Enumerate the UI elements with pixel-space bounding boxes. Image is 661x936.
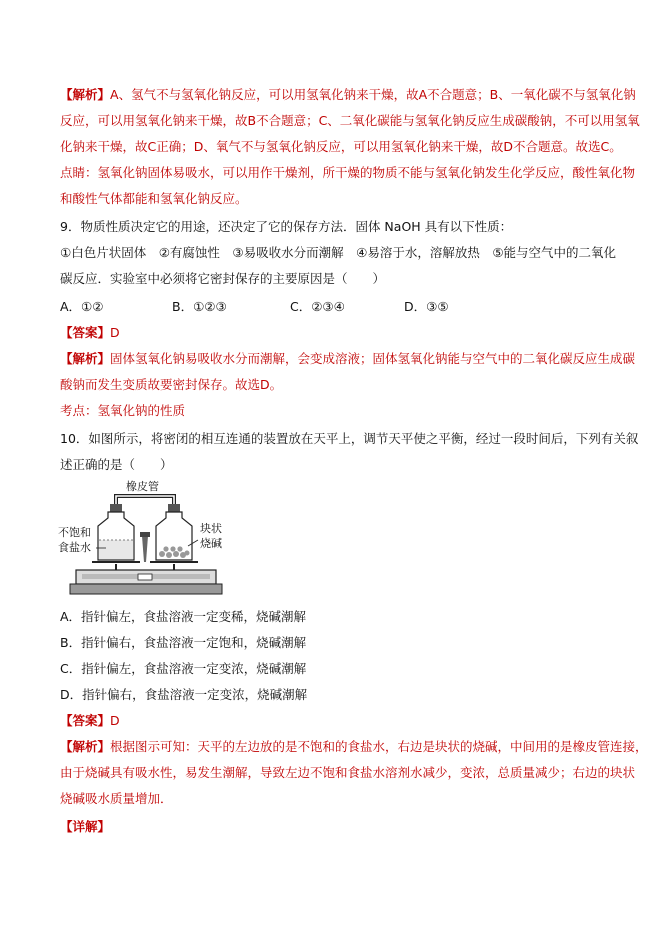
q9-properties-line-2: 碳反应．实验室中必须将它密封保存的主要原因是（ ） xyxy=(60,271,386,286)
left-bottle-liquid xyxy=(99,540,133,559)
q9-answer xyxy=(60,324,620,341)
q9-analysis-text-1: 固体氢氧化钠易吸收水分而潮解，会变成溶液；固体氢氧化钠能与空气中的二氧化碳反应生成碳 xyxy=(110,351,636,366)
q10-analysis-text-1: 根据图示可知：天平的左边放的是不饱和的食盐水，右边是块状的烧碱，中间用的是橡皮管连接， xyxy=(110,739,648,754)
right-label-line-2: 烧碱 xyxy=(200,537,222,550)
left-label-line-1: 不饱和 xyxy=(58,526,91,539)
q10-analysis-line-3: 烧碱吸水质量增加． xyxy=(60,791,173,806)
q10-answer-value: D xyxy=(110,713,120,728)
q9-answer-tag: 【答案】 xyxy=(60,325,111,340)
q10-answer-tag: 【答案】 xyxy=(60,713,111,728)
right-bottle-stopper xyxy=(168,504,180,512)
q9-stem: 9．物质性质决定它的用途，还决定了它的保存方法．固体 NaOH 具有以下性质： xyxy=(60,219,513,234)
q10-stem-line-2: 述正确的是（ ） xyxy=(60,457,173,472)
q10-analysis-line-1 xyxy=(60,738,648,755)
q9-properties-line-1: ①白色片状固体 ②有腐蚀性 ③易吸收水分而潮解 ④易溶于水，溶解放热 ⑤能与空气中的二氧化 xyxy=(60,245,617,260)
q10-answer xyxy=(60,712,620,729)
q8-note-line-1: 点睛：氢氧化钠固体易吸水，可以用作干燥剂，所干燥的物质不能与氢氧化钠发生化学反应，酸性氧化物 xyxy=(60,165,636,180)
right-label-line-1: 块状 xyxy=(200,522,222,535)
q8-note-line-2: 和酸性气体都能和氢氧化钠反应。 xyxy=(60,191,248,206)
q8-analysis-line-1 xyxy=(60,86,636,103)
q8-analysis-text-1: A、氢气不与氢氧化钠反应，可以用氢氧化钠来干燥，故A不合题意；B、一氧化碳不与氢氧化钠 xyxy=(110,87,636,102)
tube-label: 橡皮管 xyxy=(126,480,159,493)
q9-option-a: A．①② xyxy=(60,299,104,314)
left-bottle-stopper xyxy=(110,504,122,512)
q10-detail-tag: 【详解】 xyxy=(60,819,111,834)
q10-analysis-line-2: 由于烧碱具有吸水性，易发生潮解，导致左边不饱和食盐水溶剂水减少，变浓，总质量减少；右边的块状 xyxy=(60,765,636,780)
q10-option-c: C．指针偏左，食盐溶液一定变浓，烧碱潮解 xyxy=(60,661,307,676)
q9-option-b: B．①②③ xyxy=(172,299,227,314)
q8-analysis-tag: 【解析】 xyxy=(60,87,111,102)
q10-stem-line-1: 10．如图所示，将密闭的相互连通的装置放在天平上，调节天平使之平衡，经过一段时间后，下列有关叙 xyxy=(60,431,639,446)
balance-pointer xyxy=(142,536,148,562)
q9-option-d: D．③⑤ xyxy=(404,299,449,314)
q9-analysis-line-1 xyxy=(60,350,636,367)
q10-option-b: B．指针偏右，食盐溶液一定饱和，烧碱潮解 xyxy=(60,635,307,650)
q8-analysis-line-2: 反应，可以用氢氧化钠来干燥，故B不合题意；C、二氧化碳能与氢氧化钠反应生成碳酸钠，不可以用氢氧 xyxy=(60,113,640,128)
q9-analysis-tag: 【解析】 xyxy=(60,351,111,366)
left-label-line-2: 食盐水 xyxy=(58,541,91,554)
q9-kaodian: 考点：氢氧化钠的性质 xyxy=(60,403,186,418)
q10-option-d: D．指针偏右，食盐溶液一定变浓，烧碱潮解 xyxy=(60,687,308,702)
q8-analysis-line-3: 化钠来干燥，故C正确；D、氧气不与氢氧化钠反应，可以用氢氧化钠来干燥，故D不合题意。故选C。 xyxy=(60,139,622,154)
q9-answer-value: D xyxy=(110,325,120,340)
q10-option-a: A．指针偏左，食盐溶液一定变稀，烧碱潮解 xyxy=(60,609,307,624)
q10-analysis-tag: 【解析】 xyxy=(60,739,111,754)
rubber-tube xyxy=(116,496,174,504)
balance-apparatus-figure xyxy=(56,476,236,604)
q9-option-c: C．②③④ xyxy=(290,299,345,314)
q9-analysis-line-2: 酸钠而发生变质故要密封保存。故选D。 xyxy=(60,377,283,392)
